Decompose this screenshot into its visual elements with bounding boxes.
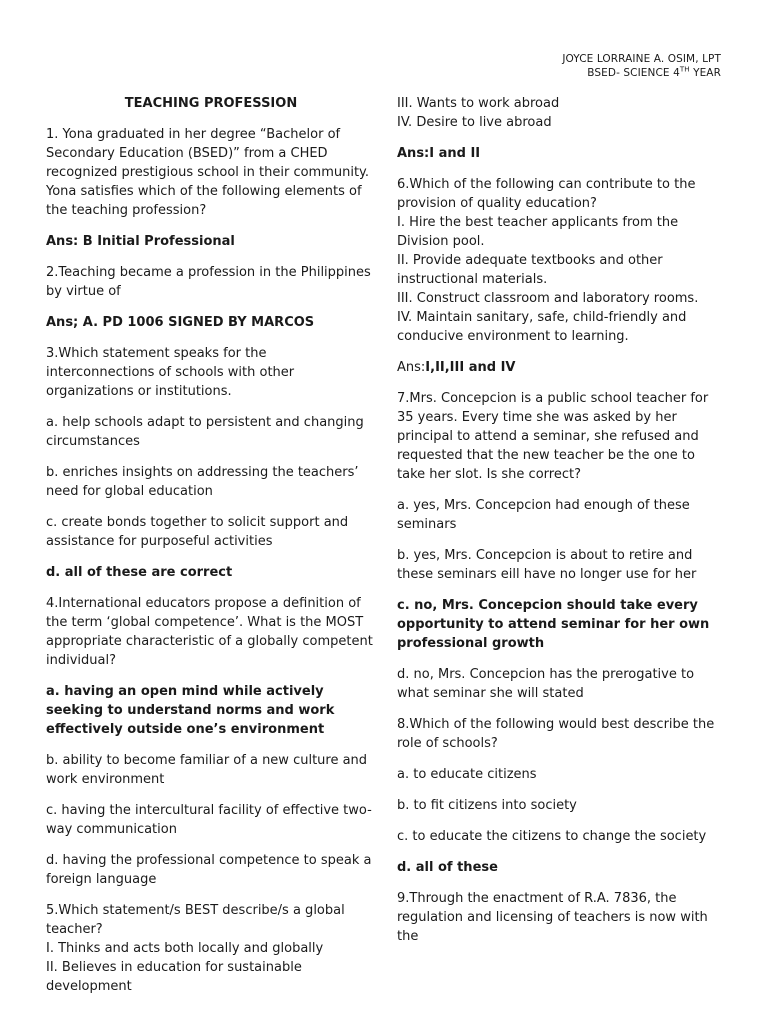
question-4-option-d: d. having the professional competence to speak a foreign language [46,853,372,887]
question-8-option-d: d. all of these [397,860,498,875]
answer-6 [397,358,727,377]
question-4-option-b: b. ability to become familiar of a new culture and work environment [46,753,368,787]
question-7-option-b: b. yes, Mrs. Concepcion is about to retire and these seminars eill have no longer use for her [397,548,697,582]
question-6-statement-i: I. Hire the best teacher applicants from the Division pool. [397,215,679,249]
question-9: 9.Through the enactment of R.A. 7836, the regulation and licensing of teachers is now with the [397,891,708,944]
question-7-option-c: c. no, Mrs. Concepcion should take every opportunity to attend seminar for her own professional growth [397,598,710,651]
program-year-text: YEAR [689,67,721,79]
question-7: 7.Mrs. Concepcion is a public school teacher for 35 years. Every time she was asked by her principal to attend a seminar, she refused and requested that the new teacher be the one to take her slot. Is she correct? [397,391,709,482]
answer-2: Ans; A. PD 1006 SIGNED BY MARCOS [46,315,315,330]
answer-5: Ans:I and II [397,146,481,161]
question-6: 6.Which of the following can contribute to the provision of quality education? [397,177,696,211]
program-year [562,66,721,80]
answer-1: Ans: B Initial Professional [46,234,235,249]
question-8-option-b: b. to fit citizens into society [397,798,577,813]
question-4: 4.International educators propose a definition of the term ‘global competence’. What is the MOST appropriate characteristic of a globally competent individual? [46,596,373,668]
question-1: 1. Yona graduated in her degree “Bachelor of Secondary Education (BSED)” from a CHED recognized prestigious school in their community. Yona satisfies which of the following elements of the teaching profession? [46,127,370,218]
question-7-option-a: a. yes, Mrs. Concepcion had enough of these seminars [397,498,690,532]
question-5: 5.Which statement/s BEST describe/s a global teacher? [46,903,345,937]
question-5-statement-ii: II. Believes in education for sustainable development [46,960,302,994]
question-2: 2.Teaching became a profession in the Philippines by virtue of [46,265,371,299]
question-8: 8.Which of the following would best describe the role of schools? [397,717,715,751]
question-5-statement-iv: IV. Desire to live abroad [397,115,552,130]
question-8-option-c: c. to educate the citizens to change the society [397,829,707,844]
program-text: BSED- SCIENCE 4 [587,67,680,79]
page-header [562,52,721,80]
question-4-option-c: c. having the intercultural facility of effective two-way communication [46,803,372,837]
question-6-statement-ii: II. Provide adequate textbooks and other instructional materials. [397,253,663,287]
question-3-option-b: b. enriches insights on addressing the teachers’ need for global education [46,465,359,499]
question-8-option-a: a. to educate citizens [397,767,537,782]
question-6-statement-iii: III. Construct classroom and laboratory rooms. [397,291,699,306]
answer-6-prefix: Ans: [397,360,426,375]
question-5-statement-i: I. Thinks and acts both locally and globally [46,941,324,956]
question-5-statement-iii: III. Wants to work abroad [397,96,560,111]
question-7-option-d: d. no, Mrs. Concepcion has the prerogative to what seminar she will stated [397,667,695,701]
right-column [397,94,727,946]
question-4-option-a: a. having an open mind while actively seeking to understand norms and work effectively outside one’s environment [46,684,335,737]
question-3-option-d: d. all of these are correct [46,565,233,580]
question-6-statement-iv: IV. Maintain sanitary, safe, child-friendly and conducive environment to learning. [397,310,687,344]
question-3: 3.Which statement speaks for the interconnections of schools with other organizations or institutions. [46,346,295,399]
question-3-option-c: c. create bonds together to solicit support and assistance for purposeful activities [46,515,349,549]
program-superscript: TH [679,65,690,74]
document-title: TEACHING PROFESSION [124,96,298,111]
left-column [46,94,376,996]
author-name: JOYCE LORRAINE A. OSIM, LPT [562,53,721,65]
answer-6-value: I,II,III and IV [425,360,516,375]
question-3-option-a: a. help schools adapt to persistent and changing circumstances [46,415,364,449]
